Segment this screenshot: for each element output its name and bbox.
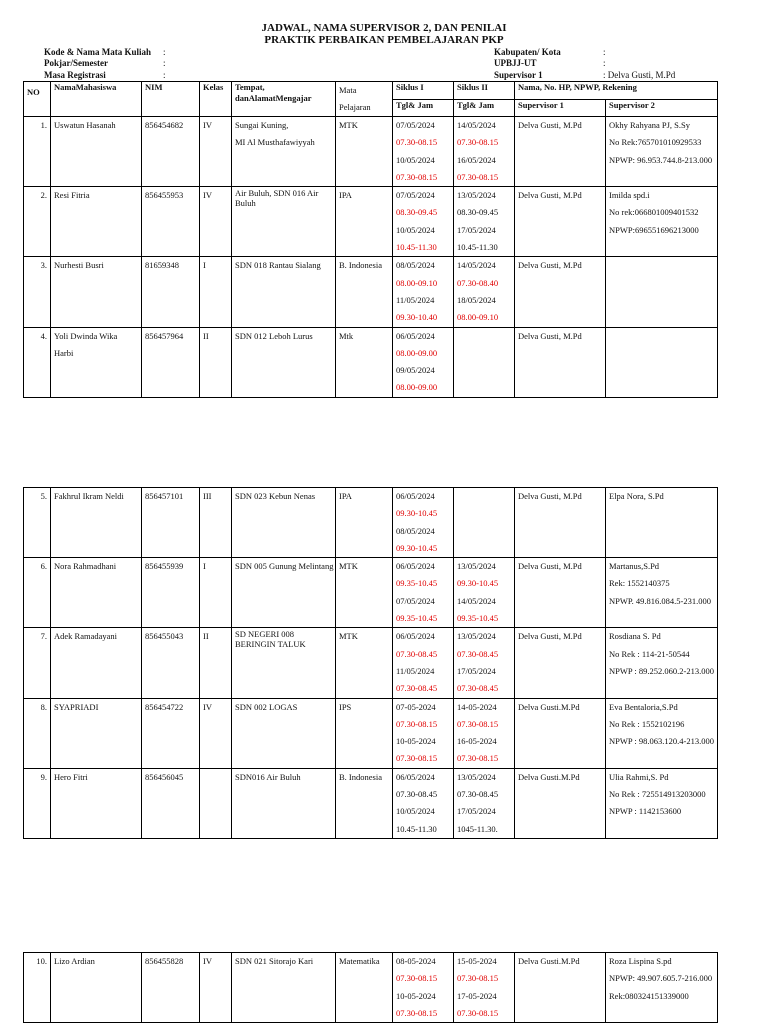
cell-line: 17/05/2024 <box>457 224 496 235</box>
cell-siklus1 <box>393 768 454 838</box>
cell-line: 17-05-2024 <box>457 990 497 1001</box>
col-header-mapel: Mata Pelajaran <box>336 82 393 117</box>
cell-kelas: IV <box>200 953 232 1023</box>
cell-nim: 856454682 <box>142 117 200 187</box>
cell-line: NPWP:696551696213000 <box>609 224 699 235</box>
cell-mapel: Mtk <box>336 327 393 397</box>
col-header-nama: NamaMahasiswa <box>51 82 142 117</box>
cell-supervisor1: Delva Gusti, M.Pd <box>515 187 606 257</box>
cell-no: 6. <box>24 558 51 628</box>
cell-line: 08.00-09.10 <box>396 277 438 288</box>
cell-line: 07.30-08.15 <box>457 718 499 729</box>
cell-line: Uswatun Hasanah <box>54 120 116 130</box>
cell-line: 10-05-2024 <box>396 990 436 1001</box>
cell-supervisor2 <box>606 187 718 257</box>
cell-line: SDN 012 Leboh Lurus <box>235 330 313 341</box>
cell-tempat <box>232 558 336 628</box>
cell-siklus1 <box>393 187 454 257</box>
cell-nim: 856455828 <box>142 953 200 1023</box>
cell-line: Rek: 1552140375 <box>609 578 670 589</box>
header-field-kabupaten: Kabupaten/ Kota <box>494 47 561 57</box>
cell-supervisor2 <box>606 117 718 187</box>
cell-kelas: III <box>200 488 232 558</box>
cell-siklus2 <box>454 628 515 698</box>
cell-no: 1. <box>24 117 51 187</box>
cell-line: 09.30-10.45 <box>396 542 438 553</box>
cell-supervisor1: Delva Gusti.M.Pd <box>515 698 606 768</box>
cell-line: 08-05-2024 <box>396 956 436 966</box>
cell-no: 3. <box>24 257 51 327</box>
header-field-masa: Masa Registrasi <box>44 70 106 80</box>
cell-line: 07.30-08.15 <box>457 753 499 764</box>
cell-tempat <box>232 768 336 838</box>
cell-line: 07.30-08.15 <box>396 973 438 984</box>
cell-supervisor1: Delva Gusti.M.Pd <box>515 768 606 838</box>
cell-line: Roza Lispina S.pd <box>609 956 672 966</box>
cell-line: 07.30-08.45 <box>396 789 438 800</box>
cell-line: 08.30-09.45 <box>396 207 438 218</box>
cell-kelas: I <box>200 257 232 327</box>
cell-line: 09.35-10.45 <box>396 613 438 624</box>
col-header-no: NO <box>24 82 51 117</box>
cell-line: 08/05/2024 <box>396 260 435 271</box>
cell-line: 06/05/2024 <box>396 771 435 782</box>
cell-no: 10. <box>24 953 51 1023</box>
cell-line: No rek:066801009401532 <box>609 207 699 218</box>
col-header-siklus1-sub: Tgl& Jam <box>393 100 454 117</box>
table-row <box>24 558 718 628</box>
cell-nim: 856455939 <box>142 558 200 628</box>
header-field-course: Kode & Nama Mata Kuliah <box>44 47 151 57</box>
cell-siklus2 <box>454 698 515 768</box>
cell-line: 16-05-2024 <box>457 736 497 747</box>
cell-no: 7. <box>24 628 51 698</box>
table-row <box>24 698 718 768</box>
cell-line: Yoli Dwinda Wika <box>54 330 118 341</box>
cell-line: 06/05/2024 <box>396 330 435 341</box>
cell-line: 16/05/2024 <box>457 154 496 165</box>
cell-siklus2 <box>454 488 515 558</box>
cell-line: NPWP : 98.063.120.4-213.000 <box>609 736 714 747</box>
cell-mapel: B. Indonesia <box>336 257 393 327</box>
cell-supervisor1: Delva Gusti, M.Pd <box>515 257 606 327</box>
header-field-pokjar: Pokjar/Semester <box>44 58 108 68</box>
col-header-nim: NIM <box>142 82 200 117</box>
table-row <box>24 953 718 1023</box>
cell-line: 08.30-09.45 <box>457 207 499 218</box>
cell-no: 2. <box>24 187 51 257</box>
cell-tempat <box>232 953 336 1023</box>
cell-supervisor1: Delva Gusti.M.Pd <box>515 953 606 1023</box>
col-header-tempat: Tempat, danAlamatMengajar <box>232 82 336 117</box>
cell-siklus2 <box>454 558 515 628</box>
cell-line: Eva Bentaloria,S.Pd <box>609 701 678 712</box>
cell-supervisor2 <box>606 628 718 698</box>
cell-line: 10-05-2024 <box>396 736 436 747</box>
cell-siklus2 <box>454 117 515 187</box>
cell-no: 4. <box>24 327 51 397</box>
cell-line: NPWP: 49.907.605.7-216.000 <box>609 973 713 984</box>
cell-line: 06/05/2024 <box>396 561 435 572</box>
cell-supervisor2 <box>606 257 718 327</box>
cell-line: 11/05/2024 <box>396 665 435 676</box>
cell-line: 14-05-2024 <box>457 701 497 712</box>
cell-line: Hero Fitri <box>54 771 88 782</box>
cell-line: SDN016 Air Buluh <box>235 771 301 782</box>
cell-line: 07.30-08.45 <box>396 683 438 694</box>
cell-line: 07.30-08.15 <box>396 171 438 182</box>
cell-line: 07.30-08.45 <box>396 648 438 659</box>
cell-line: 14/05/2024 <box>457 595 496 606</box>
cell-line: 08/05/2024 <box>396 525 435 536</box>
cell-line: 07.30-08.40 <box>457 277 499 288</box>
col-header-siklus2-sub: Tgl& Jam <box>454 100 515 117</box>
cell-siklus1 <box>393 488 454 558</box>
cell-kelas: I <box>200 558 232 628</box>
cell-mapel: MTK <box>336 628 393 698</box>
cell-line: 10.45-11.30 <box>396 242 437 253</box>
cell-line: 07.30-08.15 <box>396 1007 438 1018</box>
table-row <box>24 768 718 838</box>
cell-line: No Rek : 1552102196 <box>609 718 685 729</box>
cell-mapel: IPA <box>336 488 393 558</box>
cell-line: 07/05/2024 <box>396 120 435 130</box>
cell-line: No Rek : 725514913203000 <box>609 789 706 800</box>
cell-mapel: MTK <box>336 117 393 187</box>
cell-line: 07.30-08.15 <box>396 753 438 764</box>
cell-supervisor2 <box>606 558 718 628</box>
cell-line: 10/05/2024 <box>396 806 435 817</box>
cell-nama <box>51 187 142 257</box>
cell-line: Martanus,S.Pd <box>609 561 660 572</box>
header-field-pokjar-value: : <box>163 58 166 68</box>
document-subtitle: PRAKTIK PERBAIKAN PEMBELAJARAN PKP <box>264 34 504 46</box>
cell-no: 8. <box>24 698 51 768</box>
schedule-table-part-2 <box>23 487 718 839</box>
table-row <box>24 327 718 397</box>
cell-kelas: II <box>200 327 232 397</box>
cell-line: 07.30-08.15 <box>396 718 438 729</box>
cell-nama <box>51 327 142 397</box>
cell-line: 09/05/2024 <box>396 365 435 376</box>
cell-siklus1 <box>393 117 454 187</box>
cell-nama <box>51 768 142 838</box>
cell-line: 08.00-09.00 <box>396 347 438 358</box>
header-field-kabupaten-value: : <box>603 47 606 57</box>
cell-line: 09.35-10.45 <box>457 613 499 624</box>
cell-line: 13/05/2024 <box>457 631 496 642</box>
cell-line: 06/05/2024 <box>396 631 435 642</box>
cell-line: 11/05/2024 <box>396 294 435 305</box>
cell-nim: 856455953 <box>142 187 200 257</box>
cell-line: 10.45-11.30 <box>457 242 498 253</box>
cell-line: 07.30-08.45 <box>457 683 499 694</box>
cell-line: 07.30-08.45 <box>457 648 499 659</box>
cell-siklus2 <box>454 327 515 397</box>
cell-line: SDN 023 Kebun Nenas <box>235 491 316 501</box>
cell-mapel: IPS <box>336 698 393 768</box>
cell-line: 13/05/2024 <box>457 771 496 782</box>
cell-line: Okhy Rahyana PJ, S.Sy <box>609 120 690 130</box>
cell-line: 09.30-10.45 <box>396 508 438 519</box>
header-field-supervisor1-value: : Delva Gusti, M.Pd <box>603 70 676 80</box>
table-row <box>24 488 718 558</box>
cell-siklus1 <box>393 698 454 768</box>
cell-line: 07/05/2024 <box>396 190 435 201</box>
cell-mapel: IPA <box>336 187 393 257</box>
cell-line: Harbi <box>54 347 74 358</box>
cell-line: 08.00-09.00 <box>396 382 438 393</box>
cell-line: 13/05/2024 <box>457 561 496 572</box>
cell-line: NPWP : 89.252.060.2-213.000 <box>609 665 714 676</box>
cell-supervisor1: Delva Gusti, M.Pd <box>515 488 606 558</box>
cell-line: 07.30-08.15 <box>396 137 438 148</box>
cell-line: Ulia Rahmi,S. Pd <box>609 771 669 782</box>
cell-nim: 856457101 <box>142 488 200 558</box>
cell-line: 09.30-10.40 <box>396 312 438 323</box>
cell-line: 18/05/2024 <box>457 294 496 305</box>
cell-nim: 81659348 <box>142 257 200 327</box>
cell-line: Elpa Nora, S.Pd <box>609 491 664 501</box>
cell-line: SDN 005 Gunung Melintang <box>235 561 334 572</box>
cell-siklus1 <box>393 558 454 628</box>
cell-line: 09.30-10.45 <box>457 578 499 589</box>
cell-line: 1045-11.30. <box>457 823 498 834</box>
cell-line: No Rek : 114-21-50544 <box>609 648 690 659</box>
cell-tempat <box>232 698 336 768</box>
cell-nim: 856455043 <box>142 628 200 698</box>
col-header-siklus2: Siklus II <box>454 82 515 100</box>
header-field-supervisor1: Supervisor 1 <box>494 70 543 80</box>
cell-siklus2 <box>454 257 515 327</box>
cell-nama <box>51 558 142 628</box>
col-header-kelas: Kelas <box>200 82 232 117</box>
cell-siklus2 <box>454 953 515 1023</box>
cell-line: 07/05/2024 <box>396 595 435 606</box>
cell-siklus2 <box>454 187 515 257</box>
cell-line: NPWP: 96.953.744.8-213.000 <box>609 154 713 165</box>
cell-line: 14/05/2024 <box>457 120 496 130</box>
cell-line: 10/05/2024 <box>396 224 435 235</box>
cell-no: 9. <box>24 768 51 838</box>
table-row <box>24 257 718 327</box>
cell-line: 07.30-08.15 <box>457 171 499 182</box>
cell-nama <box>51 628 142 698</box>
cell-line: MI Al Musthafawiyyah <box>235 137 315 148</box>
cell-line: 09.35-10.45 <box>396 578 438 589</box>
cell-mapel: MTK <box>336 558 393 628</box>
cell-line: Resi Fitria <box>54 190 90 201</box>
cell-no: 5. <box>24 488 51 558</box>
cell-line: 06/05/2024 <box>396 491 435 501</box>
cell-supervisor1: Delva Gusti, M.Pd <box>515 327 606 397</box>
cell-tempat: SD NEGERI 008 BERINGIN TALUK <box>232 628 336 698</box>
cell-siklus1 <box>393 953 454 1023</box>
table-row <box>24 628 718 698</box>
cell-nama <box>51 257 142 327</box>
cell-line: 14/05/2024 <box>457 260 496 271</box>
cell-line: 08.00-09.10 <box>457 312 499 323</box>
cell-nim: 856457964 <box>142 327 200 397</box>
header-field-upbjj-value: : <box>603 58 606 68</box>
cell-line: Rek:080324151339000 <box>609 990 689 1001</box>
col-header-siklus1: Siklus I <box>393 82 454 100</box>
cell-kelas <box>200 768 232 838</box>
cell-supervisor2 <box>606 488 718 558</box>
schedule-table-part-1 <box>23 81 718 398</box>
col-header-nama-supervisor: Nama, No. HP, NPWP, Rekening <box>515 82 718 100</box>
cell-line: SDN 021 Sitorajo Kari <box>235 956 314 966</box>
cell-line: 17/05/2024 <box>457 665 496 676</box>
document-title: JADWAL, NAMA SUPERVISOR 2, DAN PENILAI <box>261 22 507 34</box>
cell-siklus1 <box>393 257 454 327</box>
cell-kelas: IV <box>200 698 232 768</box>
cell-line: Nora Rahmadhani <box>54 561 117 572</box>
cell-line: Fakhrul Ikram Neldi <box>54 491 124 501</box>
cell-supervisor1: Delva Gusti, M.Pd <box>515 558 606 628</box>
header-field-course-value: : <box>163 47 166 57</box>
cell-siklus1 <box>393 628 454 698</box>
cell-supervisor2 <box>606 327 718 397</box>
table-row <box>24 187 718 257</box>
cell-line: 13/05/2024 <box>457 190 496 201</box>
cell-line: 07.30-08.45 <box>457 789 499 800</box>
cell-nim: 856456045 <box>142 768 200 838</box>
cell-line: NPWP. 49.816.084.5-231.000 <box>609 595 712 606</box>
cell-siklus2 <box>454 768 515 838</box>
header-field-upbjj: UPBJJ-UT <box>494 58 537 68</box>
cell-kelas: II <box>200 628 232 698</box>
cell-tempat <box>232 327 336 397</box>
cell-nim: 856454722 <box>142 698 200 768</box>
cell-nama <box>51 953 142 1023</box>
cell-line: SYAPRIADI <box>54 701 99 712</box>
cell-tempat: Air Buluh, SDN 016 Air Buluh <box>232 187 336 257</box>
cell-line: NPWP : 1142153600 <box>609 806 682 817</box>
cell-line: SDN 002 LOGAS <box>235 701 298 712</box>
cell-line: 10.45-11.30 <box>396 823 437 834</box>
cell-line: 10/05/2024 <box>396 154 435 165</box>
cell-supervisor2 <box>606 698 718 768</box>
cell-kelas: IV <box>200 187 232 257</box>
cell-tempat <box>232 257 336 327</box>
cell-tempat <box>232 488 336 558</box>
cell-nama <box>51 117 142 187</box>
cell-line: 15-05-2024 <box>457 956 497 966</box>
table-row <box>24 117 718 187</box>
cell-line: Sungai Kuning, <box>235 120 289 130</box>
cell-line: 07.30-08.15 <box>457 973 499 984</box>
cell-mapel: B. Indonesia <box>336 768 393 838</box>
cell-supervisor2 <box>606 953 718 1023</box>
cell-tempat <box>232 117 336 187</box>
cell-line: Rosdiana S. Pd <box>609 631 661 642</box>
schedule-table-part-3 <box>23 952 718 1023</box>
cell-line: 07.30-08.15 <box>457 137 499 148</box>
cell-line: Imilda spd.i <box>609 190 650 201</box>
cell-kelas: IV <box>200 117 232 187</box>
col-header-supervisor2: Supervisor 2 <box>606 100 718 117</box>
cell-line: No Rek:765701010929533 <box>609 137 702 148</box>
cell-line: Nurhesti Busri <box>54 260 104 271</box>
header-field-masa-value: : <box>163 70 166 80</box>
cell-line: Lizo Ardian <box>54 956 95 966</box>
cell-line: SDN 018 Rantau Sialang <box>235 260 321 271</box>
cell-supervisor2 <box>606 768 718 838</box>
cell-nama <box>51 488 142 558</box>
cell-supervisor1: Delva Gusti, M.Pd <box>515 628 606 698</box>
col-header-supervisor1: Supervisor 1 <box>515 100 606 117</box>
cell-line: Adek Ramadayani <box>54 631 118 642</box>
cell-siklus1 <box>393 327 454 397</box>
cell-nama <box>51 698 142 768</box>
cell-line: 17/05/2024 <box>457 806 496 817</box>
cell-supervisor1: Delva Gusti, M.Pd <box>515 117 606 187</box>
cell-line: 07-05-2024 <box>396 701 436 712</box>
cell-line: 07.30-08.15 <box>457 1007 499 1018</box>
cell-mapel: Matematika <box>336 953 393 1023</box>
